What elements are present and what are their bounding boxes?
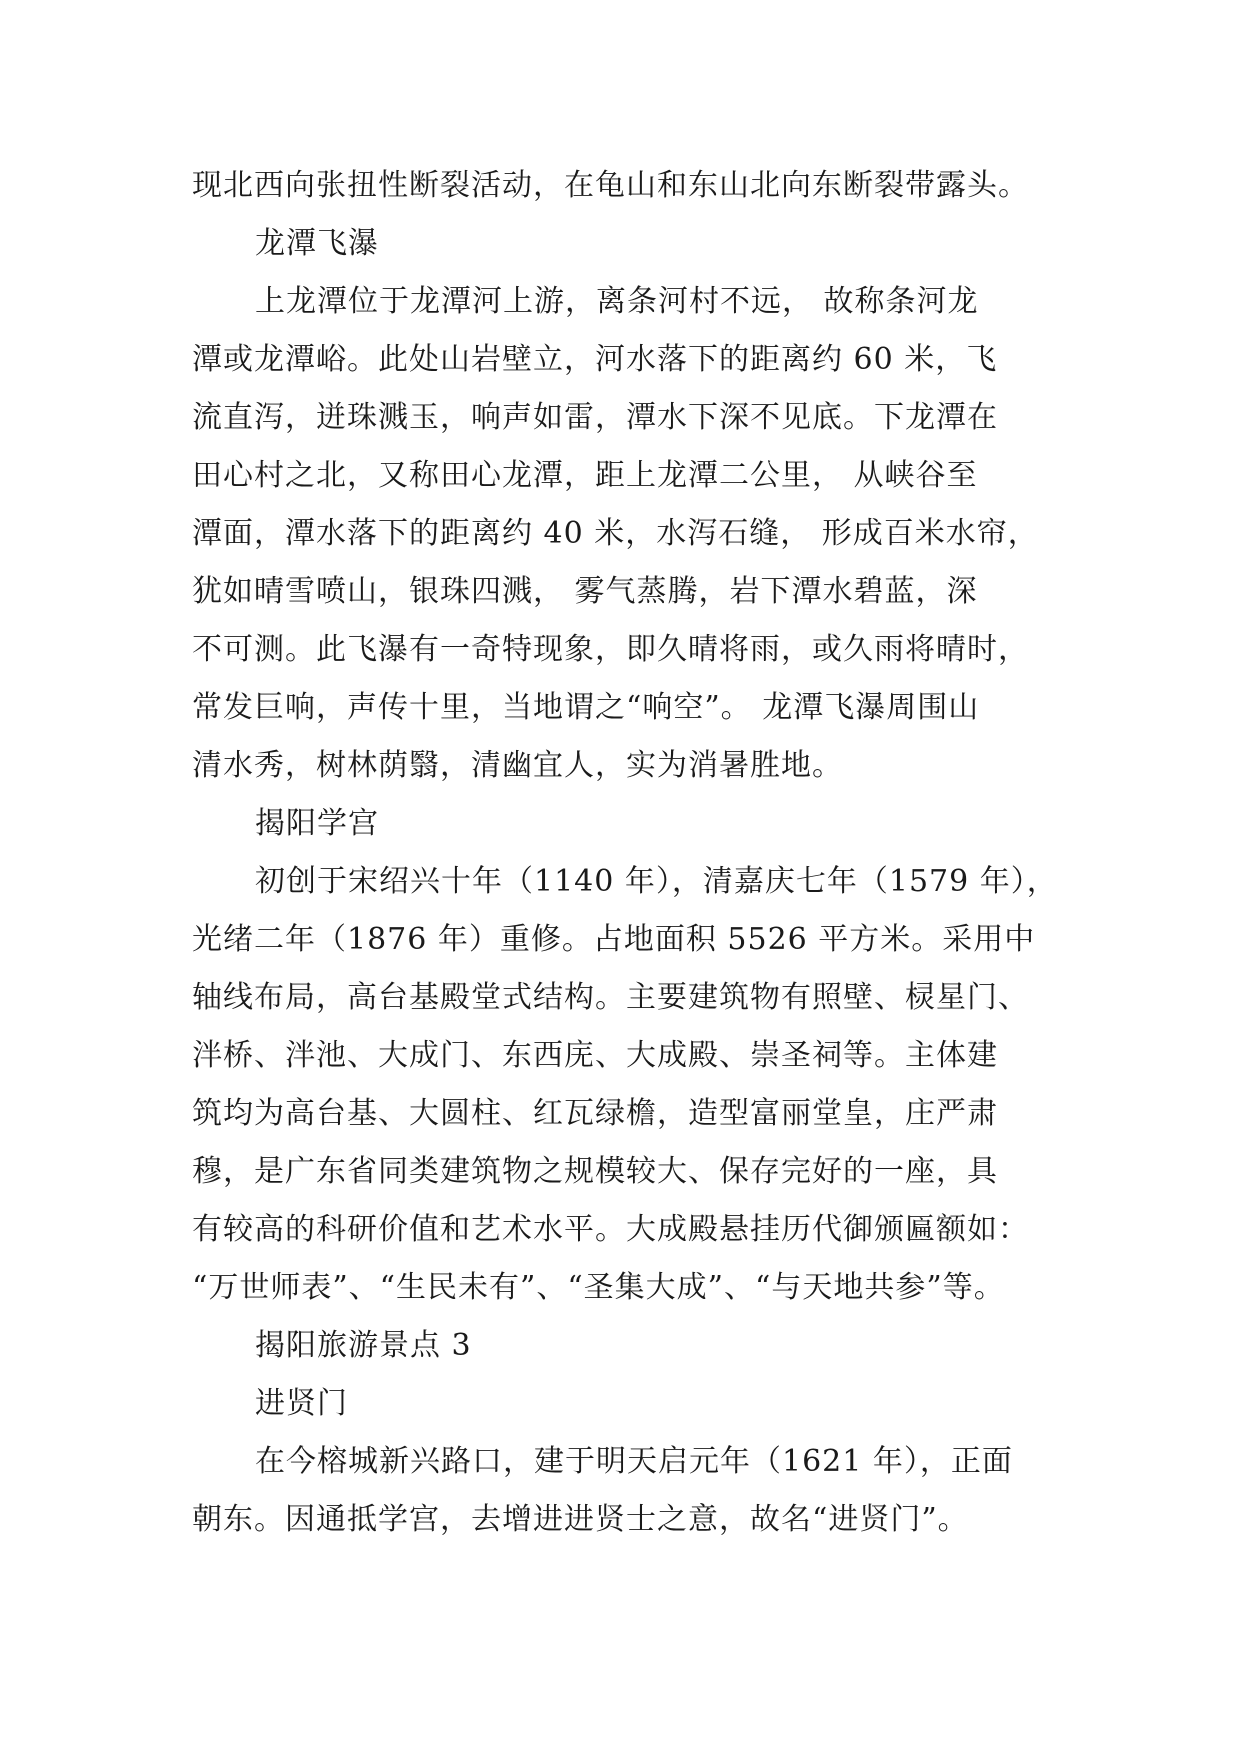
paragraph-line: 有较高的科研价值和艺术水平。大成殿悬挂历代御颁匾额如： [192, 1212, 1029, 1247]
paragraph-line: 潭面，潭水落下的距离约 40 米，水泻石缝， 形成百米水帘， [192, 516, 1039, 551]
paragraph-line: 流直泻，迸珠溅玉，响声如雷，潭水下深不见底。下龙潭在 [192, 400, 998, 435]
paragraph-line: 轴线布局，高台基殿堂式结构。主要建筑物有照壁、棂星门、 [192, 980, 1029, 1015]
paragraph-line: 潭或龙潭峪。此处山岩壁立，河水落下的距离约 60 米，飞 [192, 342, 998, 377]
paragraph-line: 常发巨响，声传十里，当地谓之“响空”。 龙潭飞瀑周围山 [192, 690, 980, 725]
paragraph-line: “万世师表”、“生民未有”、“圣集大成”、“与天地共参”等。 [192, 1270, 1005, 1305]
section-heading-longtan-feipu: 龙潭飞瀑 [255, 226, 379, 261]
paragraph-line: 初创于宋绍兴十年（1140 年），清嘉庆七年（1579 年）， [255, 864, 1058, 899]
paragraph-line: 田心村之北，又称田心龙潭，距上龙潭二公里， 从峡谷至 [192, 458, 978, 493]
paragraph-line: 现北西向张扭性断裂活动，在龟山和东山北向东断裂带露头。 [192, 168, 1029, 203]
section-heading-jinxian-men: 进贤门 [255, 1386, 348, 1421]
paragraph-line: 光绪二年（1876 年）重修。占地面积 5526 平方米。采用中 [192, 922, 1036, 957]
paragraph-line: 上龙潭位于龙潭河上游，离条河村不远， 故称条河龙 [255, 284, 979, 319]
paragraph-line: 穆，是广东省同类建筑物之规模较大、保存完好的一座，具 [192, 1154, 998, 1189]
paragraph-line: 在今榕城新兴路口，建于明天启元年（1621 年），正面 [255, 1444, 1013, 1479]
paragraph-line: 不可测。此飞瀑有一奇特现象，即久晴将雨，或久雨将晴时， [192, 632, 1029, 667]
section-heading-tourism-3: 揭阳旅游景点 3 [255, 1328, 472, 1363]
paragraph-line: 朝东。因通抵学宫，去增进进贤士之意，故名“进贤门”。 [192, 1502, 969, 1537]
paragraph-line: 泮桥、泮池、大成门、东西庑、大成殿、崇圣祠等。主体建 [192, 1038, 998, 1073]
section-heading-jieyang-xuegong: 揭阳学宫 [255, 806, 379, 841]
paragraph-line: 清水秀，树林荫翳，清幽宜人，实为消暑胜地。 [192, 748, 843, 783]
paragraph-line: 犹如晴雪喷山，银珠四溅， 雾气蒸腾，岩下潭水碧蓝，深 [192, 574, 978, 609]
paragraph-line: 筑均为高台基、大圆柱、红瓦绿檐，造型富丽堂皇，庄严肃 [192, 1096, 998, 1131]
